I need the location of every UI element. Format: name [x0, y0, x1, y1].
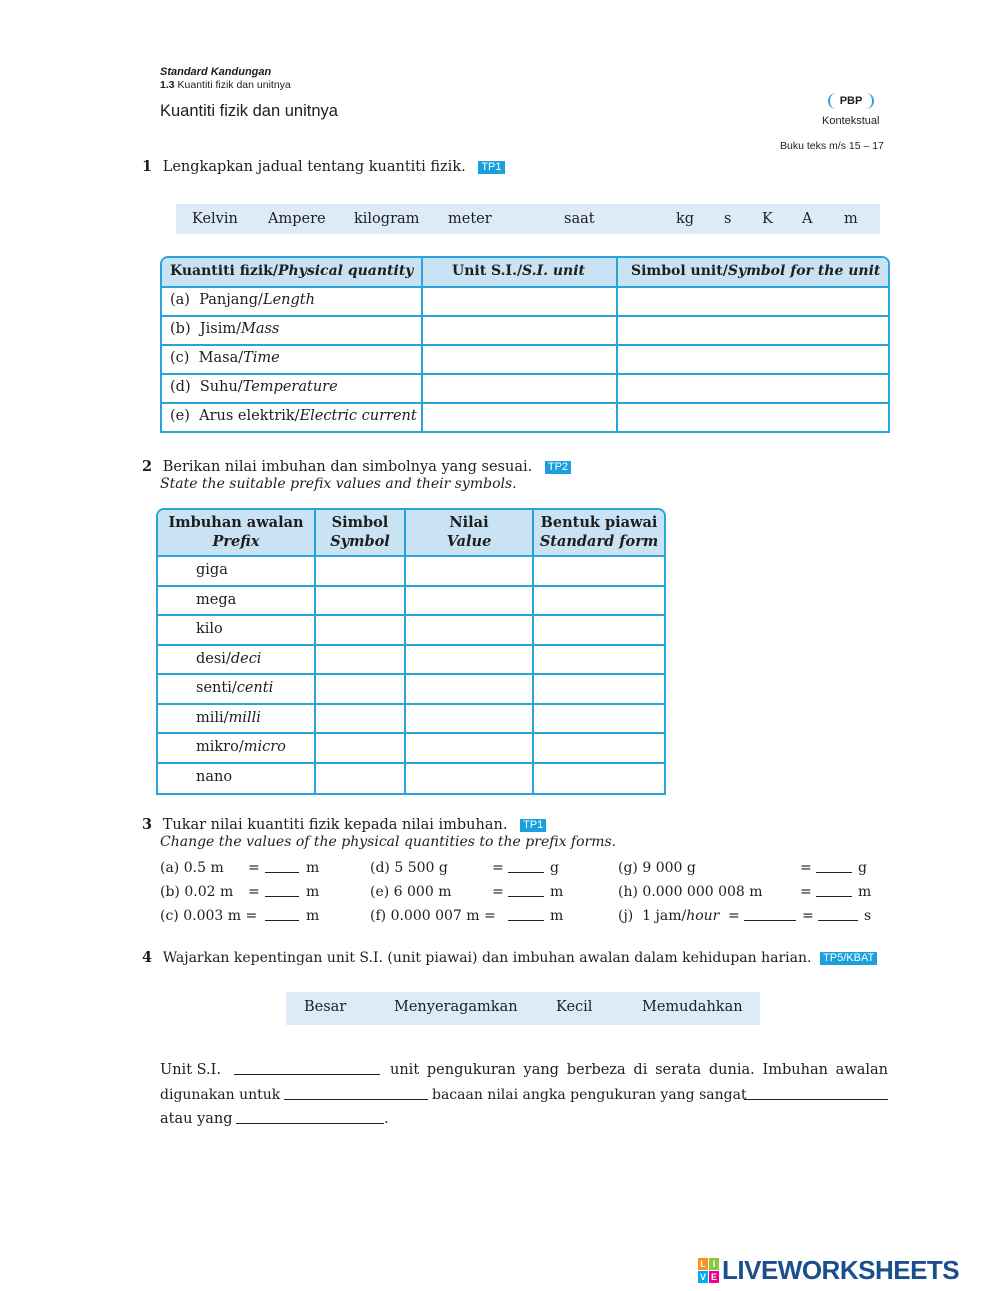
answer-blank[interactable]: [744, 908, 796, 921]
q4-number: 4: [142, 949, 153, 966]
section-number: 1.3: [160, 79, 175, 91]
word-bank-item[interactable]: Kecil: [556, 999, 593, 1015]
word-bank-item[interactable]: kilogram: [354, 211, 420, 227]
q1-prompt: [142, 158, 505, 175]
q4-prompt: [142, 949, 902, 966]
si-unit-answer-cell[interactable]: [423, 288, 616, 315]
pbp-caption: Kontekstual: [822, 115, 880, 127]
q4-para-line3-a: atau yang: [160, 1111, 233, 1127]
q2-table: [156, 508, 666, 795]
q3-text: Tukar nilai kuantiti fizik kepada nilai imbuhan.: [162, 817, 508, 833]
unit: s: [864, 908, 872, 924]
prefix-row: nano: [196, 769, 233, 785]
symbol-answer-cell[interactable]: [618, 317, 886, 344]
answer-blank[interactable]: [265, 908, 299, 921]
table-row: (d) Suhu/Temperature: [170, 379, 338, 395]
answer-blank[interactable]: [284, 1087, 428, 1100]
answer-blank[interactable]: [818, 908, 858, 921]
si-unit-answer-cell[interactable]: [423, 346, 616, 373]
conversion-item-h: (h) 0.000 000 008 m: [618, 884, 763, 900]
q1-number: 1: [142, 158, 153, 175]
equals: =: [728, 908, 740, 924]
header-symbol: Simbol Symbol: [330, 514, 390, 550]
unit: m: [306, 860, 320, 876]
conversion-item-j: (j) 1 jam/hour: [618, 908, 720, 924]
answer-blank[interactable]: [265, 884, 299, 897]
unit: g: [550, 860, 559, 876]
q4-tp-tag: TP5/KBAT: [820, 952, 877, 965]
symbol-answer-cell[interactable]: [618, 404, 886, 431]
q3-subtext: Change the values of the physical quantities to the prefix forms.: [160, 834, 617, 850]
section-ref: [160, 79, 291, 91]
unit: g: [858, 860, 867, 876]
equals: =: [802, 908, 814, 924]
word-bank-item[interactable]: Kelvin: [192, 211, 238, 227]
section-name: Kuantiti fizik dan unitnya: [177, 79, 291, 91]
unit: m: [550, 884, 564, 900]
symbol-answer-cell[interactable]: [618, 288, 886, 315]
q1-tp-tag: TP1: [478, 161, 504, 174]
prefix-row: mikro/micro: [196, 739, 286, 755]
q4-para-line1-b: unit pengukuran yang berbeza di serata dunia. Imbuhan awalan: [390, 1062, 888, 1078]
q1-text: Lengkapkan jadual tentang kuantiti fizik.: [162, 159, 466, 175]
table-row: (c) Masa/Time: [170, 350, 280, 366]
prefix-row: giga: [196, 562, 228, 578]
answer-blank[interactable]: [508, 908, 544, 921]
word-bank-item[interactable]: kg: [676, 211, 695, 227]
answer-blank[interactable]: [265, 860, 299, 873]
q4-para-line2-b: bacaan nilai angka pengukuran yang sangat: [432, 1087, 747, 1103]
q1-table: [160, 256, 890, 433]
word-bank-item[interactable]: Ampere: [268, 211, 326, 227]
page-title: Kuantiti fizik dan unitnya: [160, 102, 338, 120]
word-bank-item[interactable]: K: [762, 211, 773, 227]
word-bank-item[interactable]: A: [802, 211, 813, 227]
q1-table-header: [162, 258, 888, 286]
q4-word-bank: [286, 992, 760, 1025]
equals: =: [800, 884, 812, 900]
prefix-row: desi/deci: [196, 651, 262, 667]
unit: m: [306, 884, 320, 900]
symbol-answer-cell[interactable]: [316, 557, 404, 762]
answer-blank[interactable]: [816, 860, 852, 873]
q2-tp-tag: TP2: [545, 461, 571, 474]
q2-prompt: [142, 458, 571, 475]
conversion-item-g: (g) 9 000 g: [618, 860, 696, 876]
q2-number: 2: [142, 458, 153, 475]
equals: =: [248, 884, 260, 900]
equals: =: [492, 884, 504, 900]
unit: m: [550, 908, 564, 924]
conversion-item-e: (e) 6 000 m: [370, 884, 452, 900]
q1-word-bank: [176, 204, 880, 234]
standard-label: Standard Kandungan: [160, 66, 272, 78]
equals: =: [800, 860, 812, 876]
conversion-item-a: (a) 0.5 m: [160, 860, 224, 876]
q4-text: Wajarkan kepentingan unit S.I. (unit piawai) dan imbuhan awalan dalam kehidupan harian.: [162, 950, 812, 966]
si-unit-answer-cell[interactable]: [423, 317, 616, 344]
header-prefix: Imbuhan awalan Prefix: [168, 514, 304, 550]
q3-tp-tag: TP1: [520, 819, 546, 832]
si-unit-answer-cell[interactable]: [423, 375, 616, 402]
word-bank-item[interactable]: saat: [564, 211, 595, 227]
conversion-item-d: (d) 5 500 g: [370, 860, 448, 876]
header-symbol: Simbol unit/Symbol for the unit: [631, 263, 881, 279]
conversion-item-f: (f) 0.000 007 m =: [370, 908, 496, 924]
symbol-answer-cell[interactable]: [618, 375, 886, 402]
header-value: Nilai Value: [446, 514, 492, 550]
word-bank-item[interactable]: m: [844, 211, 858, 227]
word-bank-item[interactable]: Memudahkan: [642, 999, 743, 1015]
standard-form-answer-cell[interactable]: [534, 557, 662, 762]
conversion-item-b: (b) 0.02 m: [160, 884, 234, 900]
header-standard-form: Bentuk piawai Standard form: [539, 514, 659, 550]
header-quantity: Kuantiti fizik/Physical quantity: [170, 263, 414, 279]
q3-number: 3: [142, 816, 153, 833]
answer-blank[interactable]: [508, 884, 544, 897]
prefix-row: senti/centi: [196, 680, 274, 696]
si-unit-answer-cell[interactable]: [423, 404, 616, 431]
liveworksheets-logo: [698, 1256, 994, 1286]
pbp-badge: PBP: [828, 93, 874, 109]
conversion-item-c: (c) 0.003 m =: [160, 908, 258, 924]
answer-blank[interactable]: [234, 1062, 380, 1075]
q4-para-line2-a: digunakan untuk: [160, 1087, 281, 1103]
value-answer-cell[interactable]: [406, 557, 532, 762]
answer-blank[interactable]: [236, 1111, 384, 1124]
prefix-row: mili/milli: [196, 710, 261, 726]
header-si-unit: Unit S.I./S.I. unit: [452, 263, 586, 279]
equals: =: [248, 860, 260, 876]
table-row: (e) Arus elektrik/Electric current: [170, 408, 417, 424]
q3-prompt: [142, 816, 546, 833]
unit: m: [858, 884, 872, 900]
logo-wordmark: LIVEWORKSHEETS: [722, 1255, 960, 1285]
answer-blank[interactable]: [744, 1087, 888, 1100]
answer-blank[interactable]: [508, 860, 544, 873]
textbook-ref: Buku teks m/s 15 – 17: [780, 140, 884, 152]
equals: =: [492, 860, 504, 876]
table-row: (b) Jisim/Mass: [170, 321, 280, 337]
answer-blank[interactable]: [816, 884, 852, 897]
q2-text: Berikan nilai imbuhan dan simbolnya yang sesuai.: [162, 459, 533, 475]
q2-subtext: State the suitable prefix values and their symbols.: [160, 476, 517, 492]
table-row: (a) Panjang/Length: [170, 292, 315, 308]
word-bank-item[interactable]: Besar: [304, 999, 347, 1015]
word-bank-item[interactable]: s: [724, 211, 732, 227]
word-bank-item[interactable]: meter: [448, 211, 492, 227]
prefix-row: mega: [196, 592, 237, 608]
logo-icon: L I V E: [699, 1259, 717, 1282]
word-bank-item[interactable]: Menyeragamkan: [394, 999, 518, 1015]
prefix-row: kilo: [196, 621, 223, 637]
unit: m: [306, 908, 320, 924]
q4-para-line1-a: Unit S.I.: [160, 1062, 221, 1078]
symbol-answer-cell[interactable]: [618, 346, 886, 373]
q4-para-line3-b: .: [384, 1111, 389, 1127]
